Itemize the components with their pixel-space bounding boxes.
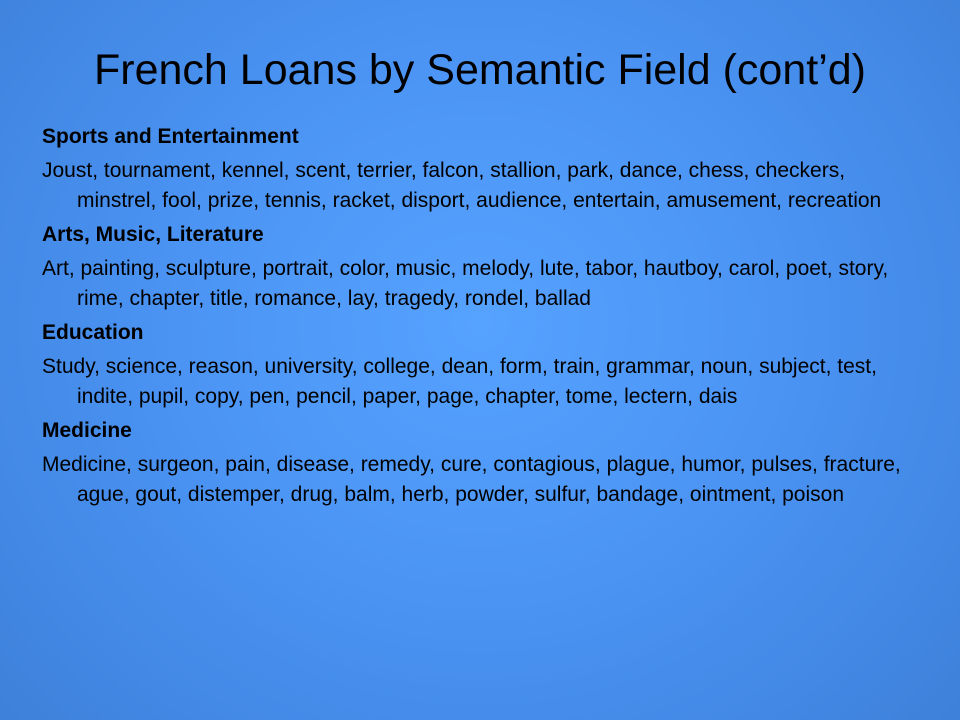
slide-title: French Loans by Semantic Field (cont’d) <box>94 46 866 94</box>
section-body: Medicine, surgeon, pain, disease, remedy, cure, contagious, plague, humor, pulses, fracture, ague, gout, distemper, drug, balm, herb, powder, sulfur, bandage, ointment, poison <box>42 453 901 506</box>
section-body: Study, science, reason, university, college, dean, form, train, grammar, noun, subject, test, indite, pupil, copy, pen, pencil, paper, page, chapter, tome, lectern, dais <box>42 355 877 408</box>
slide-content <box>42 122 922 514</box>
section-education <box>42 318 922 412</box>
section-heading: Medicine <box>42 419 132 442</box>
section-heading: Arts, Music, Literature <box>42 223 264 246</box>
section-body: Art, painting, sculpture, portrait, color, music, melody, lute, tabor, hautboy, carol, poet, story, rime, chapter, title, romance, lay, tragedy, rondel, ballad <box>42 257 889 310</box>
section-heading: Sports and Entertainment <box>42 125 299 148</box>
section-heading: Education <box>42 321 144 344</box>
section-body: Joust, tournament, kennel, scent, terrier, falcon, stallion, park, dance, chess, checkers, minstrel, fool, prize, tennis, racket, disport, audience, entertain, amusement, recreation <box>42 159 882 212</box>
section-medicine <box>42 416 922 510</box>
section-arts-music-literature <box>42 220 922 314</box>
section-sports-entertainment <box>42 122 922 216</box>
